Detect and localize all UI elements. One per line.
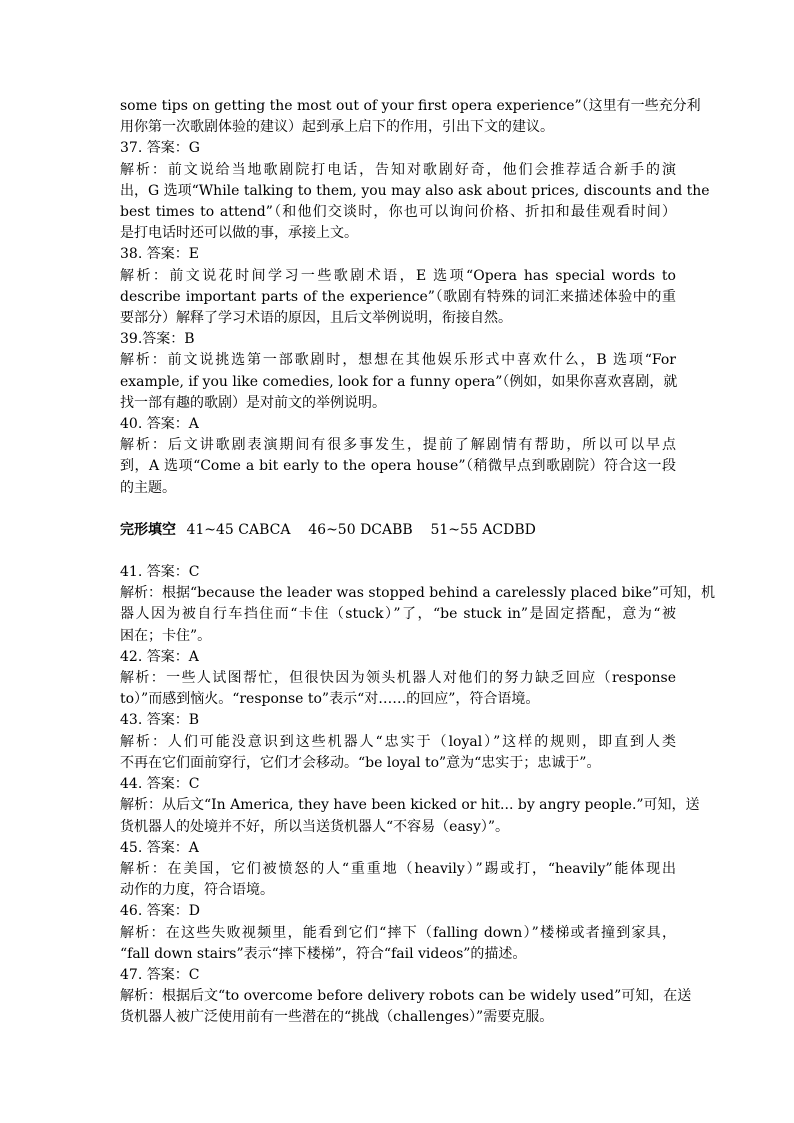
explanation-line: 解析：在这些失败视频里，能看到它们“摔下（falling down）”楼梯或者撞到家具，: [120, 924, 676, 941]
question-47: [120, 965, 692, 1029]
explanation-line: describe important parts of the experience”（歌剧有特殊的词汇来描述体验中的重: [120, 288, 676, 305]
explanation-line: 的主题。: [120, 479, 176, 496]
answer-key: 41~45 CABCA 46~50 DCABB 51~55 ACDBD: [186, 521, 536, 538]
explanation-line: 解析：从后文“In America, they have been kicked or hit... by angry people.”可知，送: [120, 797, 700, 814]
explanation-line: 解析：根据“because the leader was stopped behind a carelessly placed bike”可知，机: [120, 585, 716, 602]
question-41: [120, 562, 716, 647]
explanation-line: 到，A 选项“Come a bit early to the opera house”（稍微早点到歌剧院）符合这一段: [120, 458, 676, 475]
explanation-line: 不再在它们面前穿行，它们才会移动。“be loyal to”意为“忠实于；忠诚于”。: [120, 754, 601, 771]
question-45: [120, 838, 676, 902]
cloze-answers-line: [120, 520, 676, 541]
explanation-line: 器人因为被自行车挡住而“卡住（stuck）”了，“be stuck in”是固定搭配，意为“被: [120, 606, 676, 623]
answer-line: 45. 答案：A: [120, 839, 199, 856]
question-46: [120, 901, 676, 965]
question-37: [120, 138, 710, 244]
answer-line: 38. 答案：E: [120, 246, 199, 263]
text-line: 用你第一次歌剧体验的建议）起到承上启下的作用，引出下文的建议。: [120, 119, 554, 136]
explanation-line: 解析：根据后文“to overcome before delivery robots can be widely used”可知，在送: [120, 988, 692, 1005]
question-40: [120, 414, 676, 499]
explanation-line: 解析：在美国，它们被愤怒的人“重重地（heavily）”踢或打，“heavily”能体现出: [120, 860, 676, 877]
explanation-line: best times to attend”（和他们交谈时，你也可以询问价格、折扣和最佳观看时间）: [120, 204, 676, 221]
answer-line: 43. 答案：B: [120, 712, 200, 729]
explanation-line: 是打电话时还可以做的事，承接上文。: [120, 225, 358, 242]
explanation-line: 解析：前文说花时间学习一些歌剧术语，E 选项“Opera has special words to: [120, 267, 676, 284]
section-title: 完形填空: [120, 521, 176, 538]
explanation-line: 出，G 选项“While talking to them, you may also ask about prices, discounts and the: [120, 182, 710, 199]
explanation-line: 解析：人们可能没意识到这些机器人“忠实于（loyal）”这样的规则，即直到人类: [120, 733, 676, 750]
explanation-line: 解析：后文讲歌剧表演期间有很多事发生，提前了解剧情有帮助，所以可以早点: [120, 437, 676, 454]
question-39: [120, 329, 676, 414]
explanation-line: 困在；卡住”。: [120, 627, 212, 644]
spacer: [120, 541, 676, 562]
answer-line: 47. 答案：C: [120, 966, 200, 983]
text-line: some tips on getting the most out of your first opera experience”（这里有一些充分利: [120, 98, 701, 114]
answer-line: 40. 答案：A: [120, 416, 199, 433]
paragraph-36-continuation: [120, 96, 701, 138]
explanation-line: 动作的力度，符合语境。: [120, 882, 274, 899]
answer-line: 39.答案：B: [120, 331, 195, 348]
answer-line: 41. 答案：C: [120, 564, 200, 581]
answer-line: 37. 答案：G: [120, 140, 200, 157]
explanation-line: 要部分）解释了学习术语的原因，且后文举例说明，衔接自然。: [120, 310, 512, 327]
question-43: [120, 710, 676, 774]
explanation-line: 找一部有趣的歌剧）是对前文的举例说明。: [120, 394, 386, 411]
question-42: [120, 647, 676, 711]
answer-line: 44. 答案：C: [120, 776, 200, 793]
explanation-line: “fall down stairs”表示“摔下楼梯”，符合“fail videos”的描述。: [120, 945, 527, 962]
question-44: [120, 774, 700, 838]
explanation-line: to）”而感到恼火。“response to”表示“对……的回应”，符合语境。: [120, 691, 540, 708]
explanation-line: 解析：一些人试图帮忙，但很快因为领头机器人对他们的努力缺乏回应（response: [120, 670, 676, 687]
explanation-line: example, if you like comedies, look for a funny opera”（例如，如果你喜欢喜剧，就: [120, 373, 678, 390]
document-page: [120, 96, 716, 1029]
question-38: [120, 244, 676, 329]
answer-line: 46. 答案：D: [120, 903, 200, 920]
spacer: [120, 499, 676, 520]
explanation-line: 货机器人被广泛使用前有一些潜在的“挑战（challenges）”需要克服。: [120, 1009, 554, 1026]
explanation-line: 货机器人的处境并不好，所以当送货机器人“不容易（easy）”。: [120, 818, 510, 835]
answer-line: 42. 答案：A: [120, 648, 199, 665]
explanation-line: 解析：前文说给当地歌剧院打电话，告知对歌剧好奇，他们会推荐适合新手的演: [120, 161, 676, 178]
explanation-line: 解析：前文说挑选第一部歌剧时，想想在其他娱乐形式中喜欢什么，B 选项“For: [120, 352, 676, 369]
